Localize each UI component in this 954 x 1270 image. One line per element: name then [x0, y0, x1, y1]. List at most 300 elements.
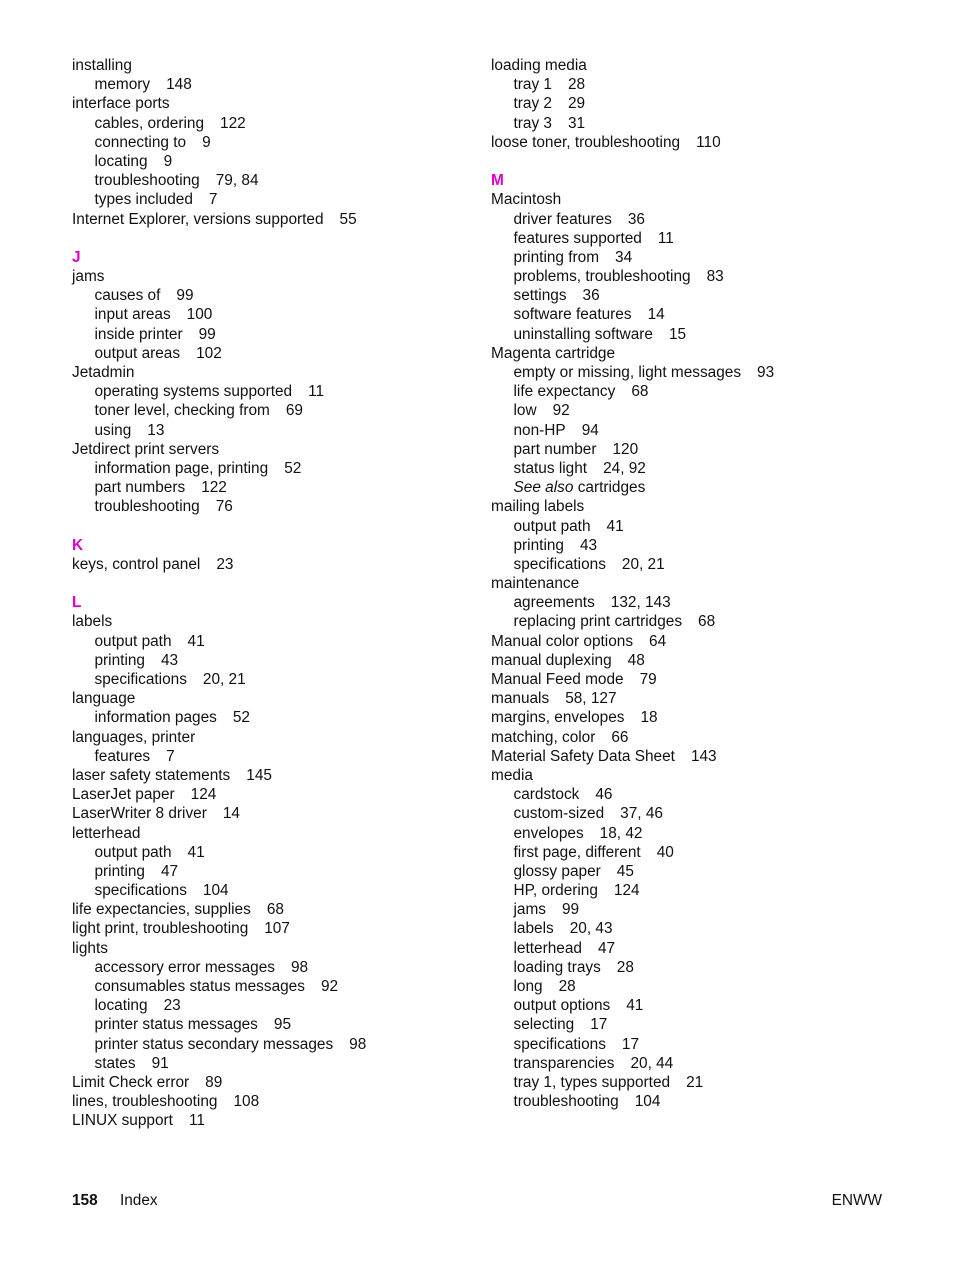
index-page-ref: 41 — [187, 843, 205, 861]
index-subentry — [491, 382, 891, 401]
index-subentry — [491, 363, 891, 382]
index-page-ref: 100 — [186, 306, 213, 324]
index-entry — [491, 747, 891, 766]
index-page-ref: 93 — [757, 364, 775, 381]
index-term: status light — [513, 459, 588, 477]
index-see-also — [491, 478, 891, 497]
index-page-ref: 28 — [568, 76, 586, 94]
index-page-ref: 79 — [639, 671, 657, 688]
index-subentry — [491, 517, 891, 536]
index-page-ref: 17 — [590, 1016, 608, 1034]
index-subentry — [491, 1073, 891, 1092]
index-entry — [72, 440, 472, 459]
index-entry — [72, 1111, 472, 1130]
index-subentry — [72, 747, 472, 766]
index-column-left — [72, 56, 472, 1131]
index-page-ref: 91 — [151, 1054, 169, 1072]
index-subentry — [72, 1035, 472, 1054]
index-entry — [72, 267, 472, 286]
index-term: locating — [94, 152, 148, 170]
index-subentry — [491, 919, 891, 938]
index-entry — [72, 612, 472, 631]
index-page-ref: 92 — [320, 978, 339, 995]
index-subentry — [72, 286, 472, 305]
index-subentry — [72, 632, 472, 651]
index-page-ref: 122 — [220, 114, 246, 132]
index-subentry — [491, 248, 891, 267]
index-term: cables, ordering — [94, 114, 205, 132]
index-term: output path — [94, 843, 172, 861]
index-term: labels — [513, 920, 554, 938]
index-entry — [491, 632, 891, 651]
index-subentry — [72, 1054, 472, 1073]
index-term: driver features — [513, 210, 612, 228]
index-term: installing — [72, 57, 132, 74]
index-entry — [72, 766, 472, 785]
index-page-ref: 11 — [308, 383, 325, 401]
index-subentry — [491, 421, 891, 440]
index-term: maintenance — [491, 575, 580, 593]
index-page-ref: 20, 21 — [202, 671, 246, 688]
index-page-ref: 99 — [562, 901, 580, 919]
index-subentry — [72, 478, 472, 497]
index-page-ref: 98 — [290, 958, 309, 976]
index-term: lines, troubleshooting — [72, 1093, 218, 1111]
index-term: empty or missing, light messages — [513, 364, 742, 381]
index-term: features — [94, 747, 151, 765]
index-page-ref: 17 — [621, 1035, 640, 1053]
index-subentry — [491, 977, 891, 996]
index-entry — [72, 94, 472, 113]
index-term: Material Safety Data Sheet — [491, 747, 675, 765]
index-subentry — [72, 114, 472, 133]
index-page-ref: 29 — [568, 95, 586, 113]
index-term: specifications — [513, 555, 606, 573]
index-page-ref: 13 — [147, 421, 165, 439]
index-term: first page, different — [513, 843, 641, 861]
index-subentry — [491, 900, 891, 919]
index-letter-heading: L — [72, 594, 82, 612]
index-subentry — [72, 344, 472, 363]
index-entry — [491, 574, 891, 593]
index-term: custom-sized — [513, 805, 605, 823]
index-entry — [491, 190, 891, 209]
index-subentry — [491, 593, 891, 612]
index-subentry — [72, 325, 472, 344]
index-term: laser safety statements — [72, 766, 231, 784]
index-subentry — [491, 996, 891, 1015]
index-subentry — [491, 75, 891, 94]
index-page-ref: 145 — [246, 766, 272, 784]
index-term: margins, envelopes — [491, 709, 625, 727]
index-page-ref: 47 — [597, 939, 616, 957]
index-page-ref: 95 — [273, 1016, 292, 1034]
index-page-ref: 143 — [690, 747, 717, 765]
index-page-ref: 68 — [698, 613, 716, 631]
index-entry — [491, 344, 891, 363]
index-page-ref: 92 — [552, 402, 570, 420]
index-page-ref: 98 — [349, 1035, 367, 1053]
index-subentry — [491, 229, 891, 248]
index-term: cardstock — [513, 786, 580, 804]
index-subentry — [491, 267, 891, 286]
index-entry — [72, 1073, 472, 1092]
index-page-ref: 36 — [582, 287, 600, 305]
index-page-ref: 68 — [631, 383, 649, 401]
index-term: problems, troubleshooting — [513, 268, 691, 286]
index-page-ref: 104 — [634, 1093, 661, 1111]
index-page-ref: 120 — [612, 440, 639, 458]
index-term: states — [94, 1054, 136, 1072]
index-page-ref: 104 — [202, 882, 229, 900]
index-term: manual duplexing — [491, 651, 612, 669]
index-subentry — [72, 421, 472, 440]
index-subentry — [72, 670, 472, 689]
index-term: consumables status messages — [94, 978, 305, 995]
index-term: specifications — [94, 671, 187, 688]
index-term: output areas — [94, 344, 181, 362]
index-term: output path — [94, 632, 172, 650]
index-term: printing — [94, 862, 145, 880]
index-page-ref: 102 — [196, 344, 222, 362]
index-page-ref: 122 — [201, 479, 227, 497]
index-term: specifications — [94, 882, 187, 900]
index-term: HP, ordering — [513, 882, 598, 900]
index-term: LaserJet paper — [72, 786, 175, 804]
index-page-ref: 37, 46 — [620, 805, 663, 823]
index-term: jams — [72, 268, 105, 286]
index-subentry — [491, 459, 891, 478]
index-subentry — [491, 1054, 891, 1073]
index-page-ref: 43 — [579, 536, 598, 554]
index-term: part numbers — [94, 479, 186, 497]
index-term: Magenta cartridge — [491, 344, 616, 362]
index-page-ref: 107 — [264, 920, 290, 938]
index-term: troubleshooting — [94, 172, 200, 190]
index-subentry — [72, 1015, 472, 1034]
index-page-ref: 124 — [613, 882, 640, 900]
index-page-ref: 52 — [284, 459, 302, 477]
index-term: tray 3 — [513, 114, 552, 132]
index-subentry — [491, 286, 891, 305]
index-subentry — [491, 555, 891, 574]
index-term: connecting to — [94, 133, 187, 151]
index-subentry — [72, 497, 472, 516]
index-term: LINUX support — [72, 1112, 173, 1130]
section-name: Index — [119, 1192, 158, 1209]
index-term: Macintosh — [491, 191, 562, 209]
index-term: matching, color — [491, 728, 596, 746]
index-term: low — [513, 402, 537, 420]
index-term: tray 1 — [513, 76, 552, 94]
index-page-ref: 11 — [657, 229, 674, 247]
index-term: replacing print cartridges — [513, 613, 683, 631]
index-term: LaserWriter 8 driver — [72, 805, 207, 823]
index-entry — [72, 1092, 472, 1111]
index-page-ref: 48 — [627, 651, 645, 669]
index-page-ref: 23 — [216, 555, 234, 573]
index-page-ref: 94 — [581, 421, 599, 439]
index-page-ref: 46 — [595, 786, 613, 804]
index-subentry — [72, 881, 472, 900]
index-term: keys, control panel — [72, 555, 201, 573]
index-entry — [72, 939, 472, 958]
see-also-target: cartridges — [577, 479, 646, 497]
index-page-ref: 69 — [285, 402, 303, 420]
index-entry — [72, 555, 472, 574]
index-page-ref: 9 — [163, 152, 173, 170]
index-term: printer status secondary messages — [94, 1035, 334, 1053]
index-page-ref: 15 — [668, 325, 687, 343]
index-subentry — [491, 843, 891, 862]
index-subentry — [491, 612, 891, 631]
index-page-ref: 76 — [215, 498, 233, 516]
index-term: light print, troubleshooting — [72, 920, 249, 938]
index-page-ref: 41 — [187, 632, 205, 650]
index-term: tray 2 — [513, 95, 552, 113]
index-page-ref: 24, 92 — [603, 459, 646, 477]
index-term: operating systems supported — [94, 383, 293, 401]
index-term: loose toner, troubleshooting — [491, 133, 681, 151]
index-term: specifications — [513, 1035, 606, 1053]
index-page-ref: 23 — [163, 997, 181, 1015]
index-page-ref: 41 — [606, 517, 624, 535]
index-term: loading trays — [513, 958, 601, 976]
index-subentry — [72, 401, 472, 420]
index-term: printer status messages — [94, 1016, 258, 1034]
index-entry — [72, 728, 472, 747]
index-page-ref: 66 — [611, 728, 629, 746]
index-page-ref: 55 — [339, 210, 357, 228]
index-term: causes of — [94, 287, 161, 305]
index-subentry — [491, 94, 891, 113]
index-term: using — [94, 421, 132, 439]
index-page-ref: 89 — [205, 1073, 223, 1091]
index-term: Limit Check error — [72, 1073, 190, 1091]
index-page-ref: 58, 127 — [565, 690, 617, 708]
index-page-ref: 124 — [190, 786, 217, 804]
index-page-ref: 45 — [616, 862, 634, 880]
index-entry — [491, 133, 891, 152]
index-subentry — [72, 843, 472, 862]
index-term: tray 1, types supported — [513, 1073, 671, 1091]
index-page-ref: 41 — [626, 997, 644, 1015]
index-term: Manual Feed mode — [491, 671, 624, 688]
index-page-ref: 11 — [188, 1112, 205, 1130]
see-also-prefix: See also — [513, 479, 574, 497]
index-page-ref: 14 — [222, 805, 240, 823]
index-term: loading media — [491, 57, 587, 74]
index-subentry — [491, 1035, 891, 1054]
index-term: language — [72, 690, 136, 708]
index-entry — [72, 363, 472, 382]
index-entry — [72, 900, 472, 919]
index-term: part number — [513, 440, 597, 458]
index-term: accessory error messages — [94, 958, 275, 976]
index-term: input areas — [94, 306, 171, 324]
index-term: glossy paper — [513, 862, 601, 880]
index-page-ref: 52 — [232, 709, 250, 727]
index-page-ref: 7 — [208, 191, 218, 209]
index-term: uninstalling software — [513, 325, 653, 343]
index-subentry — [72, 708, 472, 727]
index-subentry — [491, 785, 891, 804]
index-page-ref: 7 — [166, 747, 175, 765]
index-term: life expectancy — [513, 383, 616, 401]
index-entry — [72, 210, 472, 229]
index-page-ref: 28 — [616, 958, 634, 976]
index-page-ref: 18 — [640, 709, 658, 727]
index-term: toner level, checking from — [94, 402, 270, 420]
index-subentry — [72, 305, 472, 324]
index-term: letterhead — [72, 824, 141, 842]
index-entry — [72, 919, 472, 938]
index-entry — [72, 785, 472, 804]
index-column-right — [491, 56, 891, 1111]
index-term: languages, printer — [72, 728, 196, 746]
index-subentry — [491, 440, 891, 459]
index-subentry — [72, 382, 472, 401]
index-term: printing — [513, 536, 564, 554]
index-subentry — [491, 1092, 891, 1111]
index-page-ref: 36 — [627, 210, 645, 228]
index-subentry — [491, 958, 891, 977]
index-term: lights — [72, 939, 108, 957]
index-term: software features — [513, 306, 632, 324]
index-page-ref: 108 — [233, 1093, 260, 1111]
index-subentry — [491, 114, 891, 133]
index-subentry — [491, 536, 891, 555]
index-page-ref: 9 — [202, 133, 211, 151]
index-subentry — [491, 862, 891, 881]
index-term: Internet Explorer, versions supported — [72, 210, 324, 228]
index-letter-heading: K — [72, 536, 84, 554]
index-term: Jetdirect print servers — [72, 440, 220, 458]
index-subentry — [491, 804, 891, 823]
index-subentry — [72, 133, 472, 152]
index-term: output options — [513, 997, 611, 1015]
index-page-ref: 18, 42 — [599, 824, 643, 842]
index-entry — [491, 708, 891, 727]
index-term: printing — [94, 651, 145, 669]
index-term: memory — [94, 76, 151, 94]
index-subentry — [72, 862, 472, 881]
index-page-ref: 28 — [558, 978, 576, 995]
index-term: non-HP — [513, 421, 566, 439]
index-subentry — [491, 939, 891, 958]
index-term: output path — [513, 517, 591, 535]
index-subentry — [491, 305, 891, 324]
index-term: Manual color options — [491, 632, 634, 650]
index-page-ref: 34 — [615, 248, 633, 266]
index-entry — [72, 804, 472, 823]
index-page-ref: 83 — [706, 268, 724, 286]
index-subentry — [72, 152, 472, 171]
index-page-ref: 79, 84 — [215, 172, 259, 190]
index-entry — [72, 689, 472, 708]
index-page-ref: 21 — [686, 1073, 704, 1091]
index-page-ref: 20, 43 — [569, 920, 613, 938]
index-term: inside printer — [94, 325, 183, 343]
index-subentry — [491, 1015, 891, 1034]
index-term: locating — [94, 997, 148, 1015]
index-entry — [491, 689, 891, 708]
index-subentry — [72, 996, 472, 1015]
page-footer — [72, 1192, 882, 1212]
index-page-ref: 31 — [568, 114, 586, 132]
index-term: media — [491, 766, 533, 784]
index-term: settings — [513, 287, 567, 305]
index-page-ref: 68 — [266, 901, 284, 919]
index-term: manuals — [491, 690, 550, 708]
index-term: labels — [72, 613, 113, 631]
index-term: envelopes — [513, 824, 584, 842]
index-page-ref: 47 — [160, 862, 179, 880]
index-entry — [491, 651, 891, 670]
index-entry — [491, 766, 891, 785]
index-term: troubleshooting — [94, 498, 200, 516]
index-subentry — [72, 75, 472, 94]
index-term: information pages — [94, 709, 217, 727]
index-term: information page, printing — [94, 459, 269, 477]
index-page-ref: 99 — [176, 287, 194, 305]
index-page-ref: 64 — [649, 632, 667, 650]
index-subentry — [491, 824, 891, 843]
footer-right-text: ENWW — [831, 1192, 882, 1209]
index-term: mailing labels — [491, 498, 585, 516]
index-subentry — [72, 958, 472, 977]
index-term: selecting — [513, 1016, 575, 1034]
index-subentry — [72, 171, 472, 190]
index-subentry — [491, 325, 891, 344]
index-term: features supported — [513, 229, 642, 247]
index-letter-heading: M — [491, 172, 504, 190]
index-subentry — [491, 401, 891, 420]
index-page-ref: 148 — [166, 76, 192, 94]
index-term: life expectancies, supplies — [72, 901, 251, 919]
index-subentry — [72, 459, 472, 478]
index-page-ref: 40 — [656, 843, 674, 861]
index-page-ref: 20, 21 — [621, 555, 665, 573]
page-number: 158 — [72, 1192, 98, 1209]
index-term: interface ports — [72, 95, 170, 113]
index-subentry — [72, 651, 472, 670]
index-subentry — [491, 881, 891, 900]
index-term: letterhead — [513, 939, 582, 957]
index-term: jams — [513, 901, 546, 919]
index-entry — [72, 56, 472, 75]
index-page-ref: 99 — [198, 325, 216, 343]
index-term: printing from — [513, 248, 600, 266]
index-subentry — [72, 190, 472, 209]
index-subentry — [72, 977, 472, 996]
index-page-ref: 43 — [160, 651, 179, 669]
index-subentry — [491, 210, 891, 229]
index-page-ref: 132, 143 — [610, 594, 671, 612]
index-page-ref: 20, 44 — [630, 1054, 674, 1072]
index-term: Jetadmin — [72, 364, 135, 381]
index-entry — [491, 728, 891, 747]
index-term: long — [513, 978, 543, 995]
index-term: types included — [94, 191, 193, 209]
index-entry — [491, 670, 891, 689]
index-page-ref: 110 — [696, 133, 721, 151]
index-entry — [72, 824, 472, 843]
index-letter-heading: J — [72, 248, 81, 266]
index-term: troubleshooting — [513, 1093, 619, 1111]
index-entry — [491, 497, 891, 516]
index-term: agreements — [513, 594, 595, 612]
